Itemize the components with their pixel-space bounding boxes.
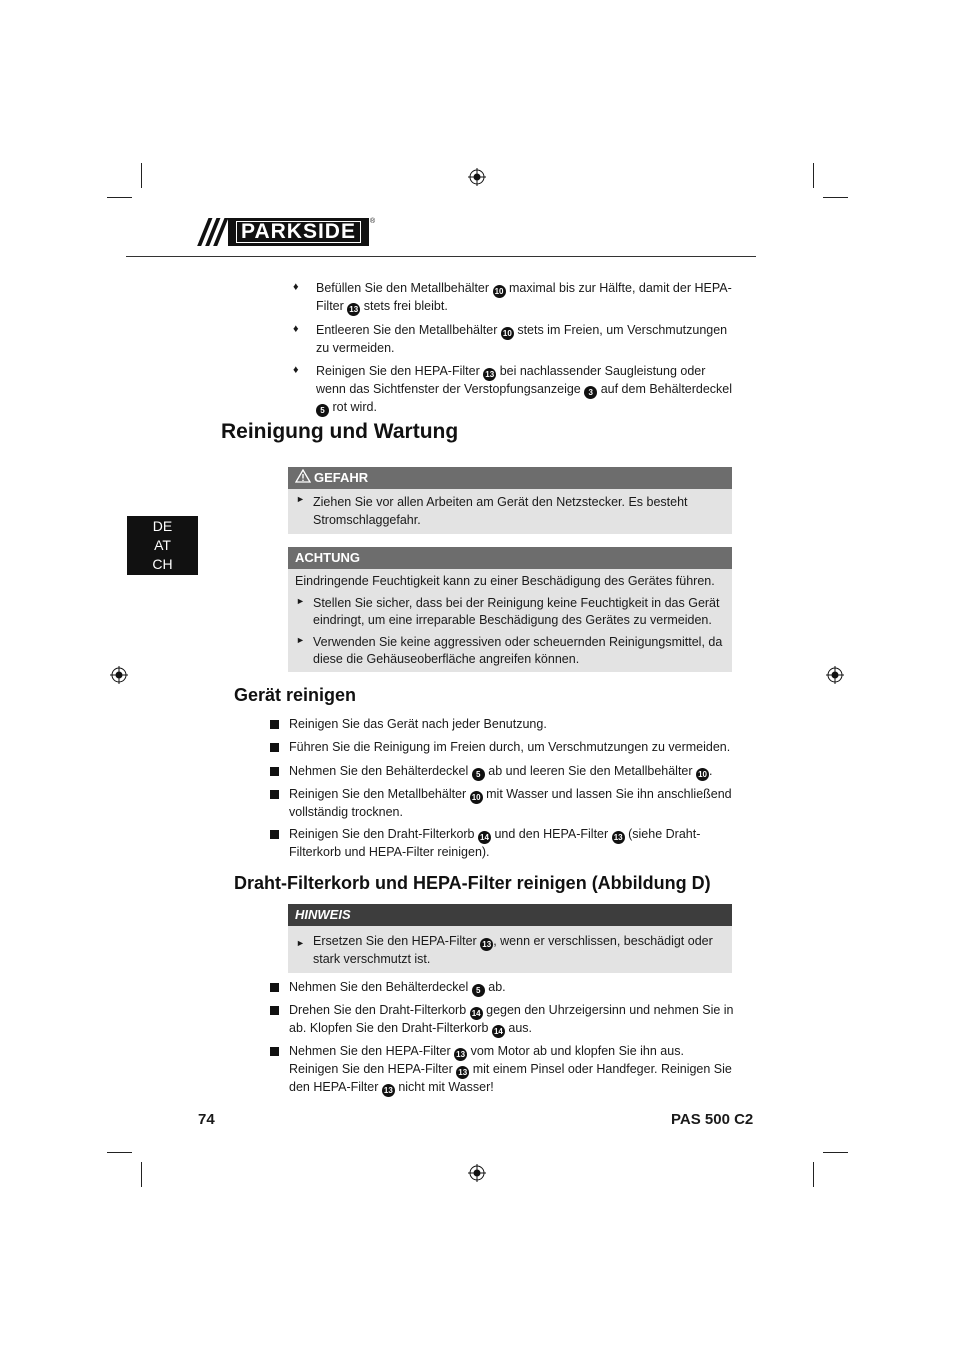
note-title: HINWEIS bbox=[288, 904, 732, 926]
logo-stripes-icon bbox=[196, 218, 228, 246]
model-name: PAS 500 C2 bbox=[671, 1111, 754, 1128]
danger-header bbox=[288, 467, 732, 489]
diamond-bullet-icon: ♦ bbox=[293, 281, 299, 293]
reference-number-badge: 13 bbox=[454, 1048, 467, 1061]
danger-title: GEFAHR bbox=[314, 470, 369, 485]
language-at: AT bbox=[154, 537, 171, 553]
square-bullet-icon bbox=[270, 743, 279, 752]
square-bullet-icon bbox=[270, 1047, 279, 1056]
note-item: ► Ersetzen Sie den HEPA-Filter 13 , wenn er verschlissen, beschädigt oder stark verschmutzt ist. bbox=[296, 934, 713, 966]
section-heading-cleaning: Reinigung und Wartung bbox=[221, 420, 459, 443]
reference-number-badge: 14 bbox=[478, 831, 491, 844]
arrow-bullet-icon: ► bbox=[296, 634, 305, 645]
caution-intro: Eindringende Feuchtigkeit kann zu einer Beschädigung des Gerätes führen. bbox=[295, 574, 715, 588]
square-bullet-icon bbox=[270, 1006, 279, 1015]
list-item: Nehmen Sie den Behälterdeckel 5 ab und leeren Sie den Metallbehälter 10 . bbox=[289, 764, 713, 779]
diamond-bullet-icon: ♦ bbox=[293, 323, 299, 335]
reference-number-badge: 5 bbox=[472, 984, 485, 997]
reference-number-badge: 10 bbox=[501, 327, 514, 340]
reference-number-badge: 14 bbox=[470, 1007, 483, 1020]
diamond-bullet-icon: ♦ bbox=[293, 364, 299, 376]
registration-mark-icon bbox=[826, 666, 844, 684]
registration-mark-icon bbox=[468, 168, 486, 186]
list-item: Drehen Sie den Draht-Filterkorb 14 gegen den Uhrzeigersinn und nehmen Sie in ab. Klopfen Sie den Draht-Filterkorb 14 aus. bbox=[289, 1003, 734, 1036]
warning-triangle-icon bbox=[295, 469, 311, 483]
caution-item: ► Stellen Sie sicher, dass bei der Reinigung keine Feuchtigkeit in das Gerät eindringt, um eine irreparable Beschädigung des Gerätes zu vermeiden. bbox=[288, 591, 732, 630]
list-item: Nehmen Sie den Behälterdeckel 5 ab. bbox=[289, 980, 506, 995]
list-item: Reinigen Sie den Metallbehälter 10 mit Wasser und lassen Sie ihn anschließend vollständig trocknen. bbox=[289, 787, 732, 819]
language-de: DE bbox=[152, 518, 173, 534]
page-number: 74 bbox=[198, 1111, 215, 1128]
reference-number-badge: 13 bbox=[612, 831, 625, 844]
danger-item: ► Ziehen Sie vor allen Arbeiten am Gerät den Netzstecker. Es besteht Stromschlaggefahr. bbox=[288, 489, 732, 534]
arrow-bullet-icon: ► bbox=[296, 938, 305, 948]
square-bullet-icon bbox=[270, 767, 279, 776]
language-tab bbox=[127, 516, 198, 575]
intro-bullet: Entleeren Sie den Metallbehälter 10 stets im Freien, um Verschmutzungen zu vermeiden. bbox=[316, 323, 728, 355]
language-ch: CH bbox=[152, 556, 173, 572]
note-box bbox=[288, 904, 732, 973]
section-heading-filter: Draht-Filterkorb und HEPA-Filter reinigen (Abbildung D) bbox=[234, 873, 711, 893]
registration-mark-icon bbox=[468, 1164, 486, 1182]
intro-bullet: Befüllen Sie den Metallbehälter 10 maximal bis zur Hälfte, damit der HEPA-Filter 13 stets frei bleibt. bbox=[316, 281, 732, 314]
square-bullet-icon bbox=[270, 790, 279, 799]
reference-number-badge: 10 bbox=[470, 791, 483, 804]
list-item: Nehmen Sie den HEPA-Filter 13 vom Motor ab und klopfen Sie ihn aus. Reinigen Sie den HEPA-Filter 13 mit einem Pinsel oder Handfeger. Reinigen Sie den HEPA-Filter 13 nicht mit Wasser! bbox=[289, 1044, 732, 1095]
logo-registered-mark: ® bbox=[369, 218, 376, 225]
logo-text: PARKSIDE bbox=[236, 221, 361, 243]
intro-bullet: Reinigen Sie den HEPA-Filter 13 bei nachlassender Saugleistung oder wenn das Sichtfenster der Verstopfungsanzeige 3 auf dem Behälterdeckel 5 rot wird. bbox=[316, 364, 733, 415]
list-item: Reinigen Sie den Draht-Filterkorb 14 und den HEPA-Filter 13 (siehe Draht-Filterkorb und HEPA-Filter reinigen). bbox=[289, 827, 701, 859]
danger-box bbox=[288, 467, 732, 534]
reference-number-badge: 13 bbox=[480, 938, 493, 951]
list-item: Führen Sie die Reinigung im Freien durch, um Verschmutzungen zu vermeiden. bbox=[289, 740, 731, 754]
reference-number-badge: 13 bbox=[483, 368, 496, 381]
section-heading-device: Gerät reinigen bbox=[234, 685, 357, 705]
square-bullet-icon bbox=[270, 720, 279, 729]
arrow-bullet-icon: ► bbox=[296, 494, 305, 504]
list-item: Reinigen Sie das Gerät nach jeder Benutzung. bbox=[289, 717, 547, 731]
square-bullet-icon bbox=[270, 983, 279, 992]
caution-item: ► Verwenden Sie keine aggressiven oder scheuernden Reinigungsmittel, da diese die Gehäuseoberfläche angreifen können. bbox=[288, 630, 732, 672]
header-rule bbox=[126, 256, 756, 257]
reference-number-badge: 3 bbox=[584, 386, 597, 399]
reference-number-badge: 13 bbox=[456, 1066, 469, 1079]
arrow-bullet-icon: ► bbox=[296, 595, 305, 606]
reference-number-badge: 5 bbox=[316, 404, 329, 417]
reference-number-badge: 13 bbox=[382, 1084, 395, 1097]
reference-number-badge: 5 bbox=[472, 768, 485, 781]
reference-number-badge: 10 bbox=[696, 768, 709, 781]
reference-number-badge: 14 bbox=[492, 1025, 505, 1038]
parkside-logo bbox=[196, 218, 375, 246]
square-bullet-icon bbox=[270, 830, 279, 839]
caution-box bbox=[288, 547, 732, 672]
caution-title: ACHTUNG bbox=[288, 547, 732, 569]
reference-number-badge: 10 bbox=[493, 285, 506, 298]
registration-mark-icon bbox=[110, 666, 128, 684]
reference-number-badge: 13 bbox=[347, 303, 360, 316]
